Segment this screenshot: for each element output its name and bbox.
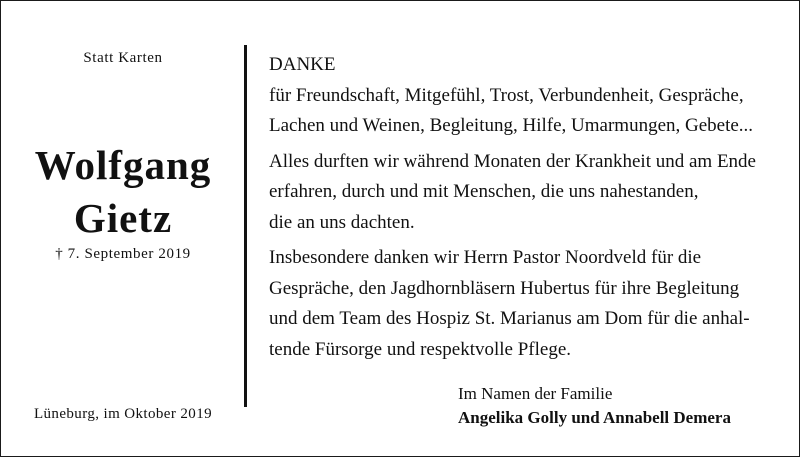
text-line: für Freundschaft, Mitgefühl, Trost, Verbundenheit, Gespräche, bbox=[269, 84, 744, 106]
deceased-first-name: Wolfgang bbox=[34, 142, 212, 188]
paragraph-3 bbox=[269, 243, 789, 365]
signature-names: Angelika Golly und Annabell Demera bbox=[458, 408, 731, 427]
statt-karten-label: Statt Karten bbox=[83, 50, 163, 66]
paragraph-2 bbox=[269, 147, 789, 239]
paragraph-1 bbox=[269, 81, 789, 142]
text-line: Lachen und Weinen, Begleitung, Hilfe, Umarmungen, Gebete... bbox=[269, 115, 754, 136]
text-line: Alles durften wir während Monaten der Krankheit und am Ende bbox=[269, 150, 756, 172]
text-line: Insbesondere danken wir Herrn Pastor Noordveld für die bbox=[269, 247, 702, 268]
place-and-date: Lüneburg, im Oktober 2019 bbox=[33, 406, 213, 422]
text-line: tende Fürsorge und respektvolle Pflege. bbox=[269, 338, 571, 360]
signature-block bbox=[458, 382, 731, 430]
text-line: Gespräche, den Jagdhornbläsern Hubertus für ihre Begleitung bbox=[269, 277, 740, 299]
death-date: † 7. September 2019 bbox=[55, 246, 191, 262]
left-column bbox=[1, 1, 245, 456]
vertical-divider bbox=[244, 45, 247, 407]
heading-danke: DANKE bbox=[269, 54, 336, 75]
signature-intro: Im Namen der Familie bbox=[458, 384, 613, 403]
thank-you-text bbox=[269, 50, 789, 370]
text-line: und dem Team des Hospiz St. Marianus am Dom für die anhal- bbox=[269, 308, 750, 329]
deceased-last-name: Gietz bbox=[73, 195, 173, 241]
text-line: die an uns dachten. bbox=[269, 211, 415, 233]
text-line: erfahren, durch und mit Menschen, die uns nahestanden, bbox=[269, 181, 699, 202]
